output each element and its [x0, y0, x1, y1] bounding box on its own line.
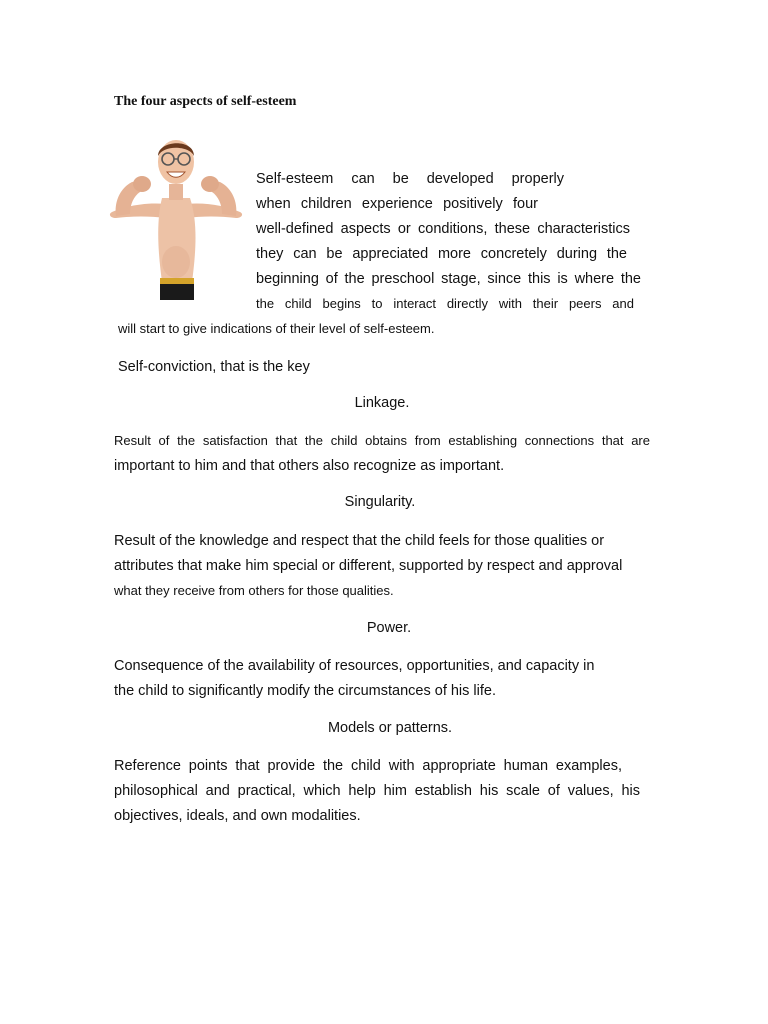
section-text-line: Result of the satisfaction that the child obtains from establishing connections that are: [114, 433, 650, 448]
intro-line: they can be appreciated more concretely during the: [256, 246, 627, 262]
intro-line: will start to give indications of their level of self-esteem.: [118, 321, 435, 336]
section-text-line: what they receive from others for those qualities.: [114, 583, 394, 598]
section-text-line: Result of the knowledge and respect that the child feels for those qualities or: [114, 533, 605, 549]
section-text-line: objectives, ideals, and own modalities.: [114, 808, 361, 824]
section-text-line: philosophical and practical, which help him establish his scale of values, his: [114, 783, 640, 799]
child-photo: [106, 132, 246, 302]
intro-line: well-defined aspects or conditions, these characteristics: [256, 221, 630, 237]
section-text-line: attributes that make him special or different, supported by respect and approval: [114, 558, 623, 574]
intro-line: the child begins to interact directly with their peers and: [256, 296, 634, 311]
section-heading-singularity: Singularity.: [344, 494, 416, 510]
document-title: The four aspects of self-esteem: [114, 94, 297, 109]
section-heading-linkage: Linkage.: [354, 395, 410, 411]
section-text-line: the child to significantly modify the circumstances of his life.: [114, 683, 496, 699]
section-text-line: Reference points that provide the child with appropriate human examples,: [114, 758, 622, 774]
section-heading-power: Power.: [366, 620, 412, 636]
intro-line: beginning of the preschool stage, since this is where the: [256, 271, 641, 287]
intro-line: when children experience positively four: [256, 196, 538, 212]
section-text-line: important to him and that others also recognize as important.: [114, 458, 505, 474]
section-heading-models: Models or patterns.: [327, 720, 453, 736]
section-text-line: Consequence of the availability of resources, opportunities, and capacity in: [114, 658, 595, 674]
key-line: Self-conviction, that is the key: [118, 359, 310, 375]
intro-line: Self-esteem can be developed properly: [256, 171, 564, 187]
